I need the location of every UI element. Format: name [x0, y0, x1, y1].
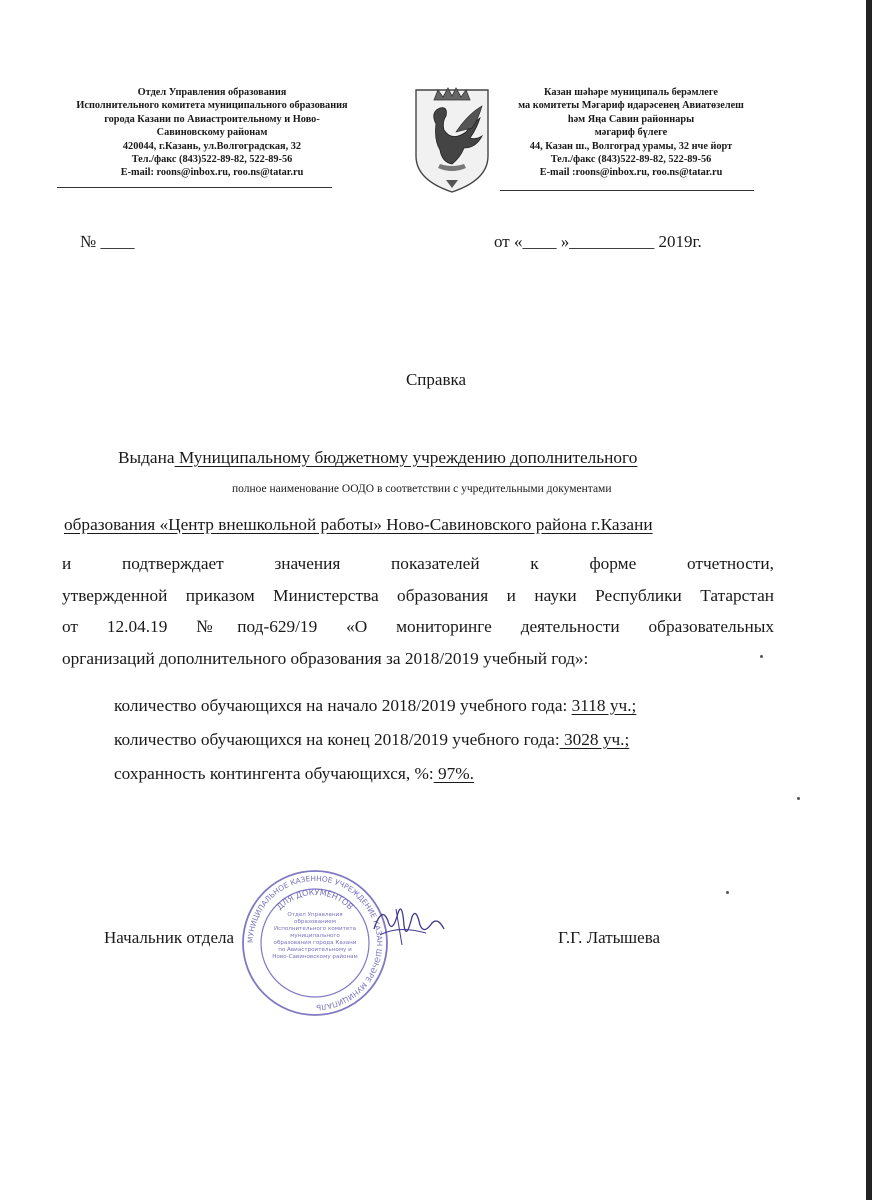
handwritten-signature: [368, 895, 448, 955]
body-line: и подтверждает значения показателей к форме отчетности,: [62, 554, 774, 573]
signature-role: Начальник отдела: [104, 928, 235, 947]
indicator-value: 97%.: [433, 764, 474, 783]
scan-speck: [726, 891, 729, 894]
header-right: [492, 86, 770, 180]
indicator-item: [114, 757, 636, 791]
indicator-value: 3028 уч.;: [559, 730, 630, 749]
stamp-outer-text: МУНИЦИПАЛЬНОЕ КАЗЕННОЕ УЧРЕЖДЕНИЕ КАЗАН ШӘҺӘРЕ МУНИЦИПАЛЬ: [245, 873, 385, 1013]
indicator-label: сохранность контингента обучающихся, %:: [114, 764, 434, 783]
body-line: утвержденной приказом Министерства образования и науки Республики Татарстан: [62, 585, 774, 605]
stamp-center-text: Отдел Управления образованием Исполнительного комитета муниципального образования города Казани по Авиастроительному и Ново-Савиновскому районам: [272, 912, 358, 960]
header-left-rule: [57, 187, 332, 188]
scan-speck: [797, 797, 800, 800]
header-left-line: города Казани по Авиастроительному и Ново-: [104, 113, 320, 125]
header-right-line: Тел./факс (843)522-89-82, 522-89-56: [550, 154, 712, 166]
header-left-line: Тел./факс (843)522-89-82, 522-89-56: [131, 154, 293, 166]
issued-recipient: Муниципальному бюджетному учреждению дополнительного: [174, 448, 638, 467]
header-right-line: 44, Казан ш., Волгоград урамы, 32 нче йорт: [529, 140, 733, 152]
body-paragraph: [62, 548, 774, 674]
indicator-label: количество обучающихся на начало 2018/2019 учебного года:: [114, 696, 572, 715]
header-left-line: Савиновскому районам: [156, 127, 268, 139]
header-left-line: Отдел Управления образования: [137, 87, 287, 98]
recipient-continuation: образования «Центр внешкольной работы» Ново-Савиновского района г.Казани: [64, 515, 653, 534]
header-left-line: 420044, г.Казань, ул.Волгоградская, 32: [122, 140, 302, 152]
stamp-inner-title: ДЛЯ ДОКУМЕНТОВ: [275, 887, 355, 912]
document-title: Справка: [405, 370, 467, 389]
header-right-line: ма комитеты Мәгариф идарәсенең Авиатөзелеш: [518, 100, 744, 112]
recipient-caption: полное наименование ООДО в соответствии с учредительными документами: [232, 483, 612, 495]
kazan-coat-of-arms-icon: [412, 84, 492, 194]
header-left-line: E-mail: roons@inbox.ru, roo.ns@tatar.ru: [120, 167, 304, 179]
body-line: организаций дополнительного образования за 2018/2019 учебный год»:: [62, 648, 589, 668]
issued-prefix: Выдана: [118, 448, 175, 467]
indicator-label: количество обучающихся на конец 2018/2019 учебного года:: [114, 730, 560, 749]
header-right-line: мәгариф бүлеге: [594, 127, 668, 139]
document-number: № ____: [80, 232, 135, 251]
header-right-line: һәм Яңа Савин районнары: [567, 113, 695, 125]
header-right-line: Казан шәһәре муниципаль берәмлеге: [544, 87, 718, 98]
body-line: от 12.04.19 №под-629/19 «О мониторинге деятельности образовательных: [62, 617, 774, 636]
indicator-value: 3118 уч.;: [571, 696, 637, 715]
document-date: от «____ »__________ 2019г.: [494, 232, 702, 251]
indicator-item: [114, 689, 636, 723]
scan-speck: [760, 655, 763, 658]
scan-edge: [866, 0, 872, 1200]
header-right-line: E-mail :roons@inbox.ru, roo.ns@tatar.ru: [539, 167, 723, 179]
issued-line: [118, 448, 637, 468]
header-left: [56, 86, 368, 180]
header-left-line: Исполнительного комитета муниципального образования: [76, 100, 348, 112]
indicator-list: [114, 689, 636, 791]
signature-name: Г.Г. Латышева: [558, 928, 661, 947]
header-right-rule: [500, 190, 754, 191]
indicator-item: [114, 723, 636, 757]
